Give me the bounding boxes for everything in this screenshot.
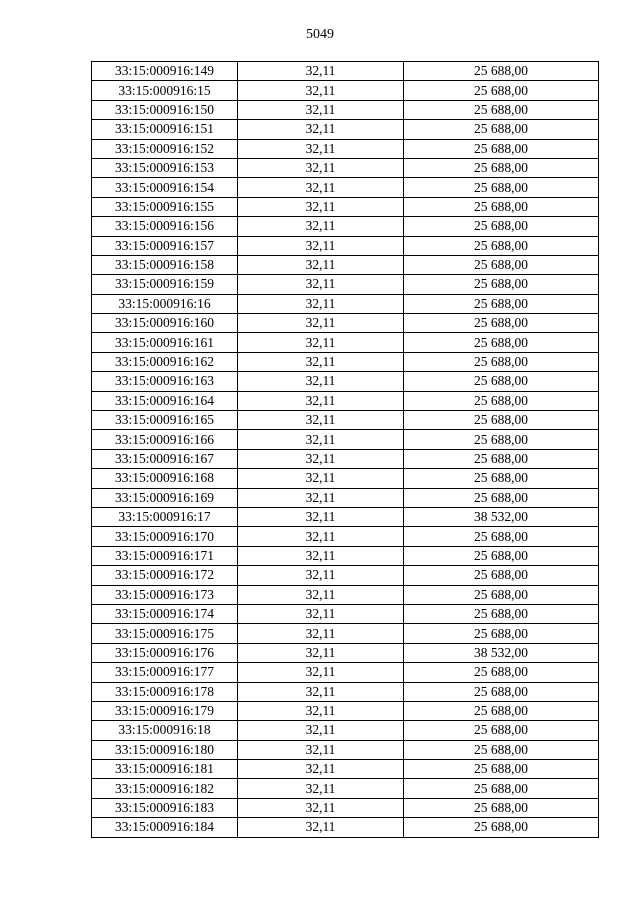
area-cell: 32,11 [238,178,404,197]
table-row [92,585,599,604]
area-cell: 32,11 [238,430,404,449]
table-row [92,449,599,468]
table-row [92,779,599,798]
value-cell: 38 532,00 [404,643,599,662]
table-row [92,294,599,313]
area-cell: 32,11 [238,81,404,100]
table-row [92,411,599,430]
table-row [92,527,599,546]
area-cell: 32,11 [238,585,404,604]
value-cell: 38 532,00 [404,507,599,526]
value-cell: 25 688,00 [404,275,599,294]
area-cell: 32,11 [238,333,404,352]
table-row [92,217,599,236]
area-cell: 32,11 [238,818,404,837]
value-cell: 25 688,00 [404,372,599,391]
value-cell: 25 688,00 [404,798,599,817]
cadastral-number-cell: 33:15:000916:173 [92,585,238,604]
value-cell: 25 688,00 [404,740,599,759]
table-row [92,566,599,585]
table-row [92,100,599,119]
area-cell: 32,11 [238,701,404,720]
area-cell: 32,11 [238,643,404,662]
cadastral-number-cell: 33:15:000916:184 [92,818,238,837]
cadastral-number-cell: 33:15:000916:155 [92,197,238,216]
cadastral-number-cell: 33:15:000916:181 [92,760,238,779]
table-body [92,62,599,838]
table-row [92,255,599,274]
table-row [92,430,599,449]
value-cell: 25 688,00 [404,333,599,352]
cadastral-table [91,61,599,838]
cadastral-number-cell: 33:15:000916:166 [92,430,238,449]
area-cell: 32,11 [238,236,404,255]
cadastral-number-cell: 33:15:000916:158 [92,255,238,274]
area-cell: 32,11 [238,294,404,313]
value-cell: 25 688,00 [404,391,599,410]
value-cell: 25 688,00 [404,760,599,779]
cadastral-number-cell: 33:15:000916:154 [92,178,238,197]
area-cell: 32,11 [238,566,404,585]
value-cell: 25 688,00 [404,120,599,139]
area-cell: 32,11 [238,158,404,177]
cadastral-number-cell: 33:15:000916:179 [92,701,238,720]
area-cell: 32,11 [238,604,404,623]
cadastral-number-cell: 33:15:000916:170 [92,527,238,546]
area-cell: 32,11 [238,488,404,507]
area-cell: 32,11 [238,798,404,817]
table-row [92,197,599,216]
value-cell: 25 688,00 [404,546,599,565]
table-row [92,120,599,139]
value-cell: 25 688,00 [404,701,599,720]
table-row [92,624,599,643]
area-cell: 32,11 [238,469,404,488]
table-row [92,663,599,682]
table-row [92,352,599,371]
value-cell: 25 688,00 [404,818,599,837]
table-row [92,236,599,255]
area-cell: 32,11 [238,624,404,643]
value-cell: 25 688,00 [404,430,599,449]
value-cell: 25 688,00 [404,624,599,643]
table-row [92,314,599,333]
cadastral-number-cell: 33:15:000916:162 [92,352,238,371]
area-cell: 32,11 [238,546,404,565]
cadastral-number-cell: 33:15:000916:172 [92,566,238,585]
cadastral-number-cell: 33:15:000916:174 [92,604,238,623]
area-cell: 32,11 [238,411,404,430]
value-cell: 25 688,00 [404,585,599,604]
cadastral-number-cell: 33:15:000916:169 [92,488,238,507]
table-row [92,333,599,352]
value-cell: 25 688,00 [404,62,599,81]
table-row [92,740,599,759]
cadastral-number-cell: 33:15:000916:178 [92,682,238,701]
table-row [92,139,599,158]
value-cell: 25 688,00 [404,449,599,468]
table-row [92,721,599,740]
table-row [92,275,599,294]
area-cell: 32,11 [238,100,404,119]
table-row [92,469,599,488]
cadastral-number-cell: 33:15:000916:163 [92,372,238,391]
value-cell: 25 688,00 [404,139,599,158]
cadastral-number-cell: 33:15:000916:182 [92,779,238,798]
page-number: 5049 [306,27,334,42]
table-row [92,682,599,701]
area-cell: 32,11 [238,139,404,158]
table-row [92,546,599,565]
value-cell: 25 688,00 [404,488,599,507]
area-cell: 32,11 [238,527,404,546]
area-cell: 32,11 [238,721,404,740]
value-cell: 25 688,00 [404,527,599,546]
value-cell: 25 688,00 [404,197,599,216]
table-row [92,81,599,100]
table-row [92,818,599,837]
area-cell: 32,11 [238,779,404,798]
area-cell: 32,11 [238,217,404,236]
table-row [92,507,599,526]
value-cell: 25 688,00 [404,100,599,119]
area-cell: 32,11 [238,197,404,216]
area-cell: 32,11 [238,449,404,468]
cadastral-number-cell: 33:15:000916:167 [92,449,238,468]
table-row [92,62,599,81]
table-row [92,178,599,197]
cadastral-number-cell: 33:15:000916:153 [92,158,238,177]
area-cell: 32,11 [238,682,404,701]
cadastral-number-cell: 33:15:000916:176 [92,643,238,662]
value-cell: 25 688,00 [404,721,599,740]
cadastral-number-cell: 33:15:000916:151 [92,120,238,139]
area-cell: 32,11 [238,663,404,682]
value-cell: 25 688,00 [404,158,599,177]
value-cell: 25 688,00 [404,294,599,313]
cadastral-number-cell: 33:15:000916:157 [92,236,238,255]
value-cell: 25 688,00 [404,314,599,333]
value-cell: 25 688,00 [404,411,599,430]
cadastral-number-cell: 33:15:000916:159 [92,275,238,294]
cadastral-number-cell: 33:15:000916:160 [92,314,238,333]
value-cell: 25 688,00 [404,663,599,682]
cadastral-number-cell: 33:15:000916:175 [92,624,238,643]
table-row [92,604,599,623]
cadastral-number-cell: 33:15:000916:156 [92,217,238,236]
area-cell: 32,11 [238,372,404,391]
value-cell: 25 688,00 [404,217,599,236]
cadastral-number-cell: 33:15:000916:168 [92,469,238,488]
value-cell: 25 688,00 [404,352,599,371]
area-cell: 32,11 [238,255,404,274]
value-cell: 25 688,00 [404,81,599,100]
cadastral-number-cell: 33:15:000916:161 [92,333,238,352]
table-row [92,643,599,662]
cadastral-number-cell: 33:15:000916:15 [92,81,238,100]
cadastral-number-cell: 33:15:000916:177 [92,663,238,682]
table-row [92,701,599,720]
cadastral-number-cell: 33:15:000916:17 [92,507,238,526]
cadastral-number-cell: 33:15:000916:150 [92,100,238,119]
value-cell: 25 688,00 [404,779,599,798]
cadastral-number-cell: 33:15:000916:180 [92,740,238,759]
area-cell: 32,11 [238,120,404,139]
area-cell: 32,11 [238,275,404,294]
table-row [92,488,599,507]
area-cell: 32,11 [238,314,404,333]
area-cell: 32,11 [238,391,404,410]
cadastral-number-cell: 33:15:000916:171 [92,546,238,565]
value-cell: 25 688,00 [404,255,599,274]
value-cell: 25 688,00 [404,178,599,197]
value-cell: 25 688,00 [404,566,599,585]
table-row [92,798,599,817]
value-cell: 25 688,00 [404,236,599,255]
cadastral-number-cell: 33:15:000916:183 [92,798,238,817]
area-cell: 32,11 [238,62,404,81]
table-row [92,391,599,410]
table-row [92,760,599,779]
value-cell: 25 688,00 [404,682,599,701]
value-cell: 25 688,00 [404,604,599,623]
area-cell: 32,11 [238,507,404,526]
area-cell: 32,11 [238,740,404,759]
table-row [92,158,599,177]
cadastral-number-cell: 33:15:000916:165 [92,411,238,430]
cadastral-number-cell: 33:15:000916:16 [92,294,238,313]
area-cell: 32,11 [238,352,404,371]
cadastral-number-cell: 33:15:000916:18 [92,721,238,740]
cadastral-number-cell: 33:15:000916:152 [92,139,238,158]
cadastral-number-cell: 33:15:000916:164 [92,391,238,410]
area-cell: 32,11 [238,760,404,779]
table-row [92,372,599,391]
cadastral-number-cell: 33:15:000916:149 [92,62,238,81]
value-cell: 25 688,00 [404,469,599,488]
